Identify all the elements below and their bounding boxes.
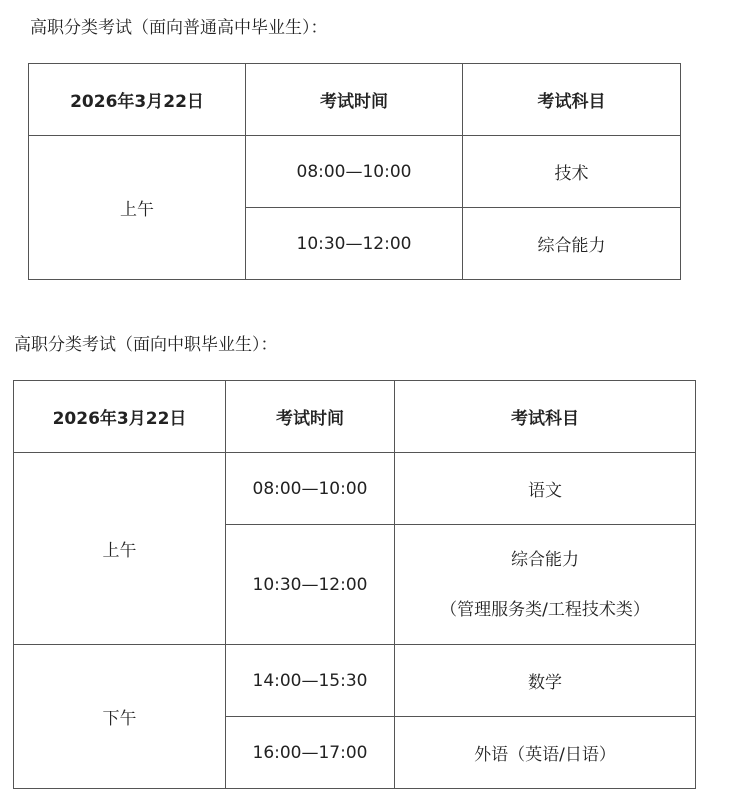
section-2-heading: 高职分类考试（面向中职毕业生）： <box>14 335 278 355</box>
time-cell: 08:00—10:00 <box>246 136 463 208</box>
table-row <box>29 136 681 208</box>
period-cell-morning: 上午 <box>29 136 246 280</box>
header-exam-time: 考试时间 <box>246 64 463 136</box>
subject-cell: 语文 <box>395 453 696 525</box>
header-exam-subject: 考试科目 <box>463 64 681 136</box>
schedule-table-vocational <box>13 380 696 789</box>
subject-note: （管理服务类/工程技术类） <box>440 599 650 620</box>
subject-cell: 数学 <box>395 645 696 717</box>
subject-cell: 综合能力 <box>463 208 681 280</box>
schedule-table-general-high-school <box>28 63 681 280</box>
period-cell-afternoon: 下午 <box>14 645 226 789</box>
table-row <box>14 645 696 717</box>
header-date: 2026年3月22日 <box>14 381 226 453</box>
subject-cell <box>395 525 696 645</box>
period-cell-morning: 上午 <box>14 453 226 645</box>
subject-cell: 外语（英语/日语） <box>395 717 696 789</box>
table-row <box>14 453 696 525</box>
time-cell: 14:00—15:30 <box>226 645 395 717</box>
time-cell: 10:30—12:00 <box>226 525 395 645</box>
time-cell: 16:00—17:00 <box>226 717 395 789</box>
table-header-row <box>14 381 696 453</box>
time-cell: 08:00—10:00 <box>226 453 395 525</box>
subject-cell: 技术 <box>463 136 681 208</box>
header-date: 2026年3月22日 <box>29 64 246 136</box>
subject-label: 综合能力 <box>511 549 579 570</box>
section-1-heading: 高职分类考试（面向普通高中毕业生）： <box>30 18 328 38</box>
time-cell: 10:30—12:00 <box>246 208 463 280</box>
table-header-row <box>29 64 681 136</box>
header-exam-subject: 考试科目 <box>395 381 696 453</box>
header-exam-time: 考试时间 <box>226 381 395 453</box>
